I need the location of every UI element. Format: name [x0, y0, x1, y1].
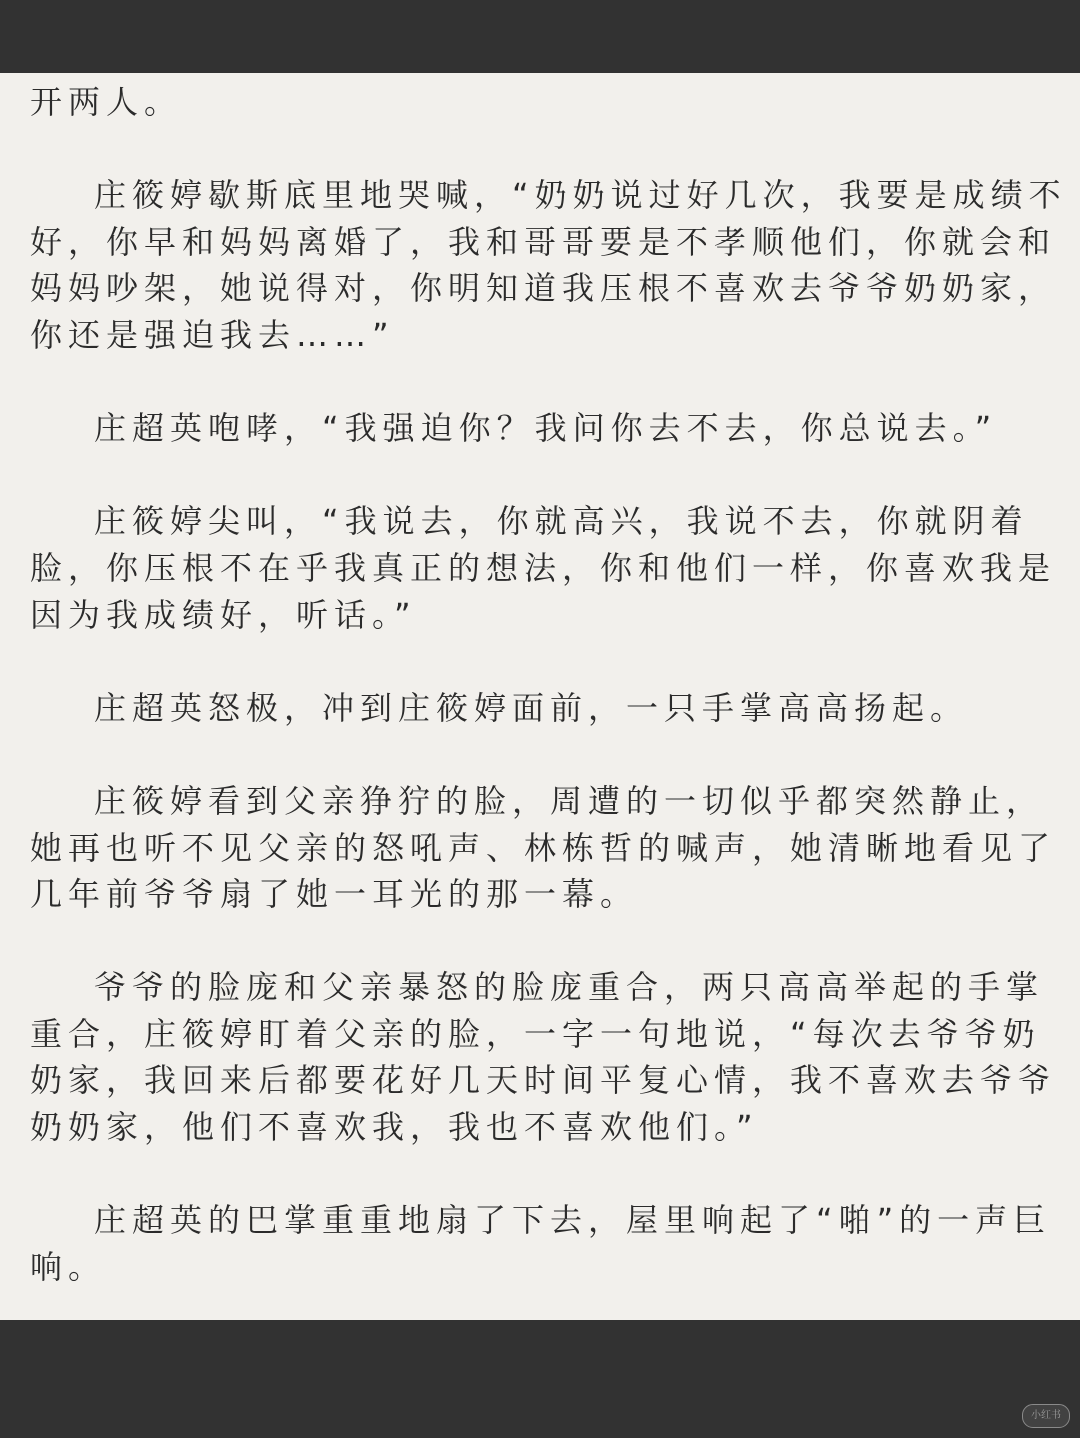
paragraph-6: 庄筱婷看到父亲狰狞的脸，周遭的一切似乎都突然静止，她再也听不见父亲的怒吼声、林栋哲的喊声，她清晰地看见了几年前爷爷扇了她一耳光的那一幕。: [30, 781, 1057, 914]
paragraph-8: 庄超英的巴掌重重地扇了下去，屋里响起了“啪”的一声巨响。: [30, 1201, 1052, 1286]
paragraph-7: 爷爷的脸庞和父亲暴怒的脸庞重合，两只高高举起的手掌重合，庄筱婷盯着父亲的脸，一字一句地说，“每次去爷爷奶奶家，我回来后都要花好几天时间平复心情，我不喜欢去爷爷奶奶家，他们不喜欢我，我也不喜欢他们。”: [30, 968, 1057, 1147]
paragraph-2: 庄筱婷歇斯底里地哭喊，“奶奶说过好几次，我要是成绩不好，你早和妈妈离婚了，我和哥哥要是不孝顺他们，你就会和妈妈吵架，她说得对，你明知道我压根不喜欢去爷爷奶奶家，你还是强迫我去……”: [30, 176, 1067, 354]
paragraph-4: 庄筱婷尖叫，“我说去，你就高兴，我说不去，你就阴着脸，你压根不在乎我真正的想法，你和他们一样，你喜欢我是因为我成绩好，听话。”: [30, 502, 1057, 634]
text-page: [0, 73, 1080, 1320]
paragraph-1: 开两人。: [30, 83, 183, 121]
paragraph-5: 庄超英怒极，冲到庄筱婷面前，一只手掌高高扬起。: [94, 688, 969, 727]
watermark-logo: 小红书: [1022, 1404, 1070, 1428]
paragraph-3: 庄超英咆哮，“我强迫你？我问你去不去，你总说去。”: [94, 409, 998, 448]
bottom-dark-bar: [0, 1320, 1080, 1438]
story-text: [30, 79, 1070, 1290]
top-dark-bar: [0, 0, 1080, 73]
